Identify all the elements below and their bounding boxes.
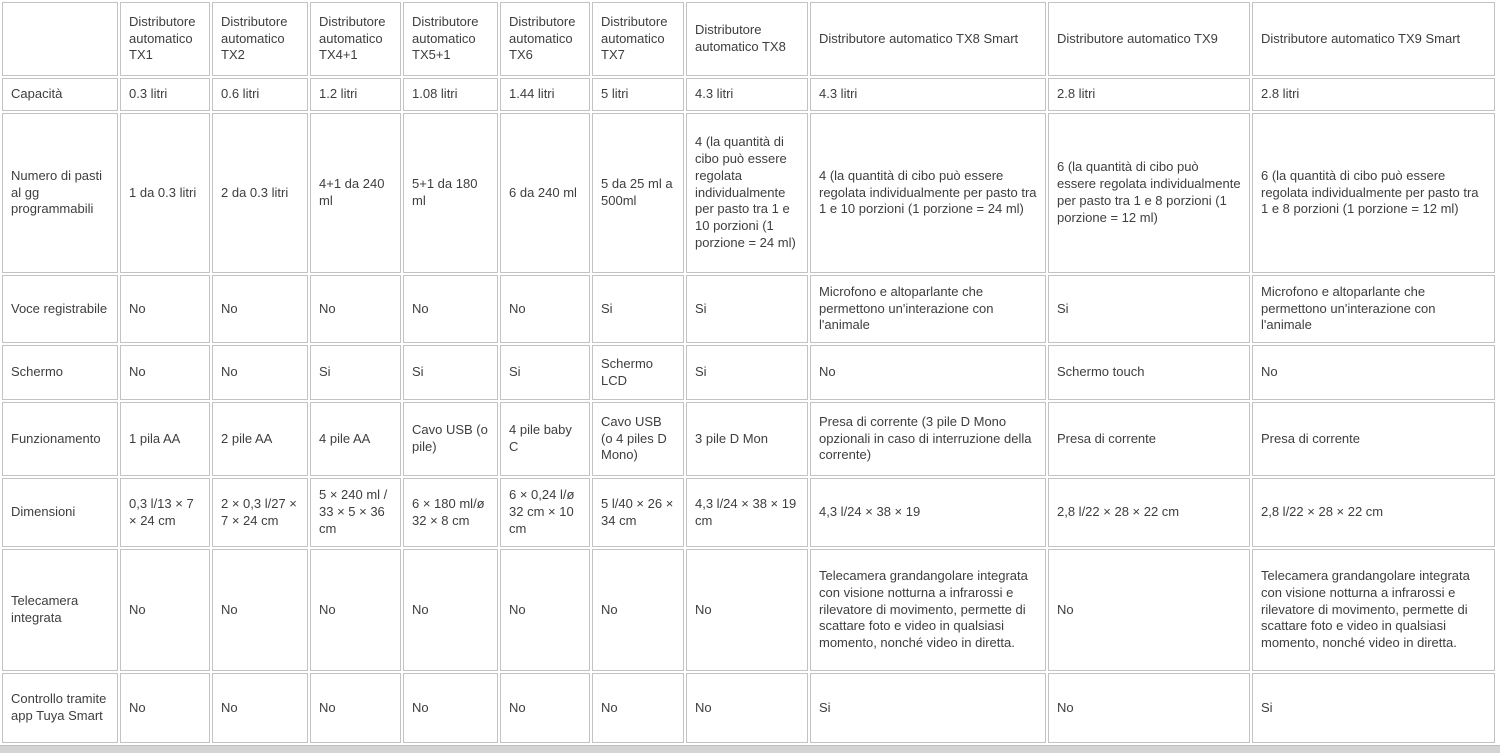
table-cell: Si xyxy=(686,345,808,400)
table-cell: 5 l/40 × 26 × 34 cm xyxy=(592,478,684,547)
table-cell: No xyxy=(686,549,808,671)
table-cell: No xyxy=(686,673,808,743)
column-header: Distributore automatico TX4+1 xyxy=(310,2,401,76)
table-cell: No xyxy=(120,275,210,343)
table-cell: 1.08 litri xyxy=(403,78,498,111)
table-row xyxy=(2,275,1495,343)
table-cell: Telecamera grandangolare integrata con visione notturna a infrarossi e rilevatore di movimento, permette di scattare foto e video in qualsiasi momento, nonché video in diretta. xyxy=(810,549,1046,671)
table-cell: 2,8 l/22 × 28 × 22 cm xyxy=(1252,478,1495,547)
table-cell: Schermo LCD xyxy=(592,345,684,400)
column-header: Distributore automatico TX8 xyxy=(686,2,808,76)
table-cell: No xyxy=(592,673,684,743)
table-row xyxy=(2,478,1495,547)
table-cell: 6 × 0,24 l/ø 32 cm × 10 cm xyxy=(500,478,590,547)
table-cell: No xyxy=(212,673,308,743)
table-cell: 0.6 litri xyxy=(212,78,308,111)
table-cell: 5 × 240 ml / 33 × 5 × 36 cm xyxy=(310,478,401,547)
table-row xyxy=(2,78,1495,111)
row-label: Funzionamento xyxy=(2,402,118,476)
table-cell: 6 (la quantità di cibo può essere regolata individualmente per pasto tra 1 e 8 porzioni (1 porzione = 12 ml) xyxy=(1252,113,1495,273)
column-header: Distributore automatico TX2 xyxy=(212,2,308,76)
table-cell: Si xyxy=(1252,673,1495,743)
table-cell: 4 pile baby C xyxy=(500,402,590,476)
table-cell: 1.2 litri xyxy=(310,78,401,111)
table-cell: 4.3 litri xyxy=(686,78,808,111)
table-cell: 2 pile AA xyxy=(212,402,308,476)
table-cell: 4,3 l/24 × 38 × 19 xyxy=(810,478,1046,547)
table-cell: Cavo USB (o 4 piles D Mono) xyxy=(592,402,684,476)
column-header: Distributore automatico TX8 Smart xyxy=(810,2,1046,76)
table-cell: Telecamera grandangolare integrata con visione notturna a infrarossi e rilevatore di movimento, permette di scattare foto e video in qualsiasi momento, nonché video in diretta. xyxy=(1252,549,1495,671)
table-cell: 4 (la quantità di cibo può essere regolata individualmente per pasto tra 1 e 10 porzioni (1 porzione = 24 ml) xyxy=(810,113,1046,273)
table-row xyxy=(2,549,1495,671)
table-cell: No xyxy=(212,275,308,343)
table-cell: 6 (la quantità di cibo può essere regolata individualmente per pasto tra 1 e 8 porzioni (1 porzione = 12 ml) xyxy=(1048,113,1250,273)
table-cell: 1 da 0.3 litri xyxy=(120,113,210,273)
table-cell: Si xyxy=(310,345,401,400)
table-cell: 5+1 da 180 ml xyxy=(403,113,498,273)
bottom-strip xyxy=(0,745,1500,753)
table-cell: No xyxy=(120,345,210,400)
table-cell: No xyxy=(310,673,401,743)
column-header: Distributore automatico TX6 xyxy=(500,2,590,76)
table-row xyxy=(2,673,1495,743)
table-cell: 2 × 0,3 l/27 × 7 × 24 cm xyxy=(212,478,308,547)
table-cell: No xyxy=(1048,673,1250,743)
table-cell: No xyxy=(403,673,498,743)
table-cell: Presa di corrente (3 pile D Mono opzionali in caso di interruzione della corrente) xyxy=(810,402,1046,476)
table-cell: No xyxy=(500,275,590,343)
column-header: Distributore automatico TX9 Smart xyxy=(1252,2,1495,76)
table-cell: 2,8 l/22 × 28 × 22 cm xyxy=(1048,478,1250,547)
table-cell: Si xyxy=(592,275,684,343)
table-cell: Si xyxy=(810,673,1046,743)
table-cell: No xyxy=(810,345,1046,400)
table-cell: No xyxy=(403,275,498,343)
table-cell: 4+1 da 240 ml xyxy=(310,113,401,273)
table-cell: 6 da 240 ml xyxy=(500,113,590,273)
table-cell: No xyxy=(310,275,401,343)
column-header: Distributore automatico TX5+1 xyxy=(403,2,498,76)
table-cell: 2.8 litri xyxy=(1048,78,1250,111)
row-label: Schermo xyxy=(2,345,118,400)
header-row xyxy=(2,2,1495,76)
table-cell: No xyxy=(310,549,401,671)
table-cell: No xyxy=(500,673,590,743)
table-cell: 0.3 litri xyxy=(120,78,210,111)
table-row xyxy=(2,402,1495,476)
table-cell: 2.8 litri xyxy=(1252,78,1495,111)
row-label: Capacità xyxy=(2,78,118,111)
table-cell: 1.44 litri xyxy=(500,78,590,111)
row-label: Dimensioni xyxy=(2,478,118,547)
table-cell: 4 pile AA xyxy=(310,402,401,476)
table-cell: 4,3 l/24 × 38 × 19 cm xyxy=(686,478,808,547)
table-row xyxy=(2,113,1495,273)
table-cell: No xyxy=(500,549,590,671)
table-cell: Si xyxy=(1048,275,1250,343)
row-label: Voce registrabile xyxy=(2,275,118,343)
table-cell: 2 da 0.3 litri xyxy=(212,113,308,273)
table-cell: No xyxy=(403,549,498,671)
table-cell: 6 × 180 ml/ø 32 × 8 cm xyxy=(403,478,498,547)
table-cell: No xyxy=(120,673,210,743)
table-cell: Microfono e altoparlante che permettono un'interazione con l'animale xyxy=(1252,275,1495,343)
table-cell: Cavo USB (o pile) xyxy=(403,402,498,476)
column-header: Distributore automatico TX1 xyxy=(120,2,210,76)
table-cell: No xyxy=(212,345,308,400)
table-cell: 0,3 l/13 × 7 × 24 cm xyxy=(120,478,210,547)
table-cell: Presa di corrente xyxy=(1048,402,1250,476)
table-cell: 4.3 litri xyxy=(810,78,1046,111)
table-cell: 1 pila AA xyxy=(120,402,210,476)
table-cell: Si xyxy=(500,345,590,400)
table-cell: Microfono e altoparlante che permettono un'interazione con l'animale xyxy=(810,275,1046,343)
table-cell: No xyxy=(120,549,210,671)
row-label: Telecamera integrata xyxy=(2,549,118,671)
table-row xyxy=(2,345,1495,400)
column-header: Distributore automatico TX7 xyxy=(592,2,684,76)
table-cell: No xyxy=(1048,549,1250,671)
table-cell: No xyxy=(592,549,684,671)
table-cell: Si xyxy=(686,275,808,343)
table-cell: Si xyxy=(403,345,498,400)
table-cell: 3 pile D Mon xyxy=(686,402,808,476)
table-cell: Schermo touch xyxy=(1048,345,1250,400)
table-cell: Presa di corrente xyxy=(1252,402,1495,476)
table-cell: No xyxy=(212,549,308,671)
row-label: Controllo tramite app Tuya Smart xyxy=(2,673,118,743)
table-cell: 5 da 25 ml a 500ml xyxy=(592,113,684,273)
row-label: Numero di pasti al gg programmabili xyxy=(2,113,118,273)
corner-cell xyxy=(2,2,118,76)
column-header: Distributore automatico TX9 xyxy=(1048,2,1250,76)
table-cell: 5 litri xyxy=(592,78,684,111)
table-cell: 4 (la quantità di cibo può essere regolata individualmente per pasto tra 1 e 10 porzioni (1 porzione = 24 ml) xyxy=(686,113,808,273)
table-cell: No xyxy=(1252,345,1495,400)
